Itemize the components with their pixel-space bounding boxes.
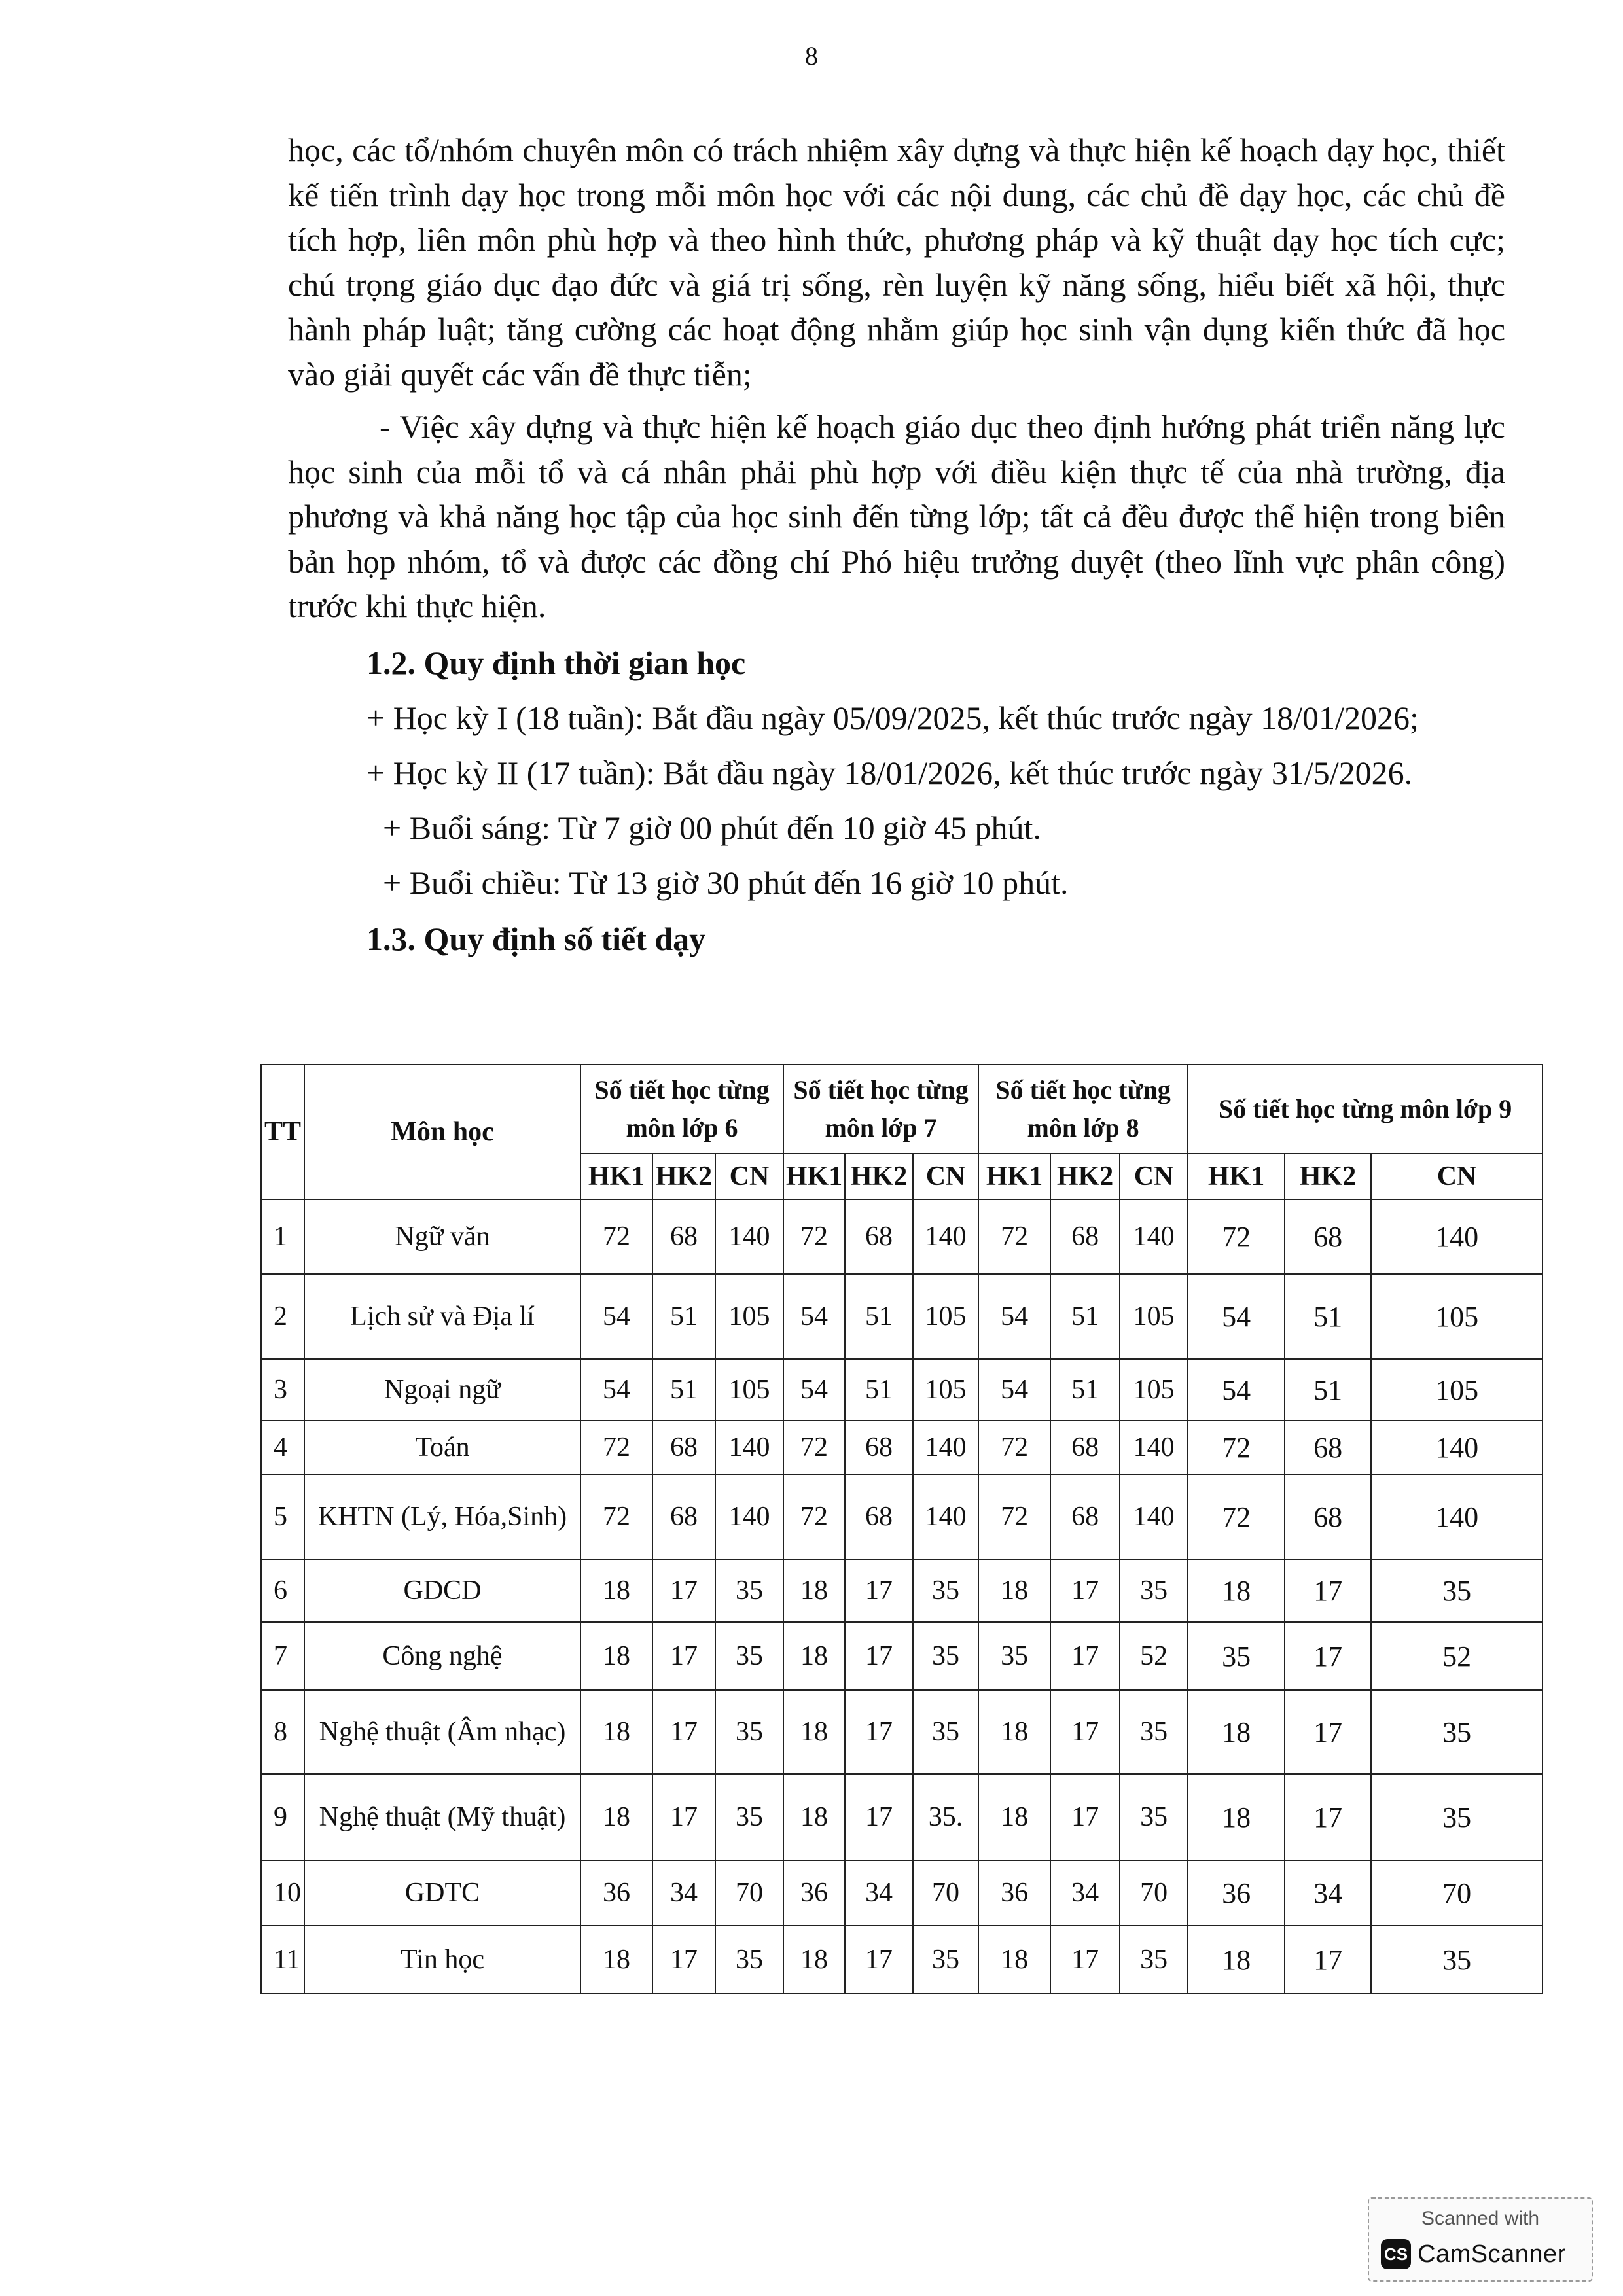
cell-hk1: 36 [1188,1860,1285,1926]
cell-cn: 35 [1371,1690,1543,1774]
cell-hk1: 18 [1188,1774,1285,1860]
row-number: 8 [261,1690,304,1774]
header-hk2: HK2 [845,1154,913,1199]
cell-cn: 140 [1371,1421,1543,1474]
cell-hk2: 17 [1285,1559,1371,1622]
cell-hk1: 18 [580,1559,652,1622]
cell-hk1: 36 [580,1860,652,1926]
cell-hk1: 54 [783,1359,845,1421]
cell-hk1: 54 [1188,1359,1285,1421]
study-time-item: + Học kỳ II (17 tuần): Bắt đầu ngày 18/01/2026, kết thúc trước ngày 31/5/2026. [366,754,1413,791]
cell-cn: 105 [1120,1274,1188,1359]
cell-hk2: 68 [652,1421,715,1474]
cell-hk2: 68 [1285,1474,1371,1559]
cell-hk2: 51 [1285,1274,1371,1359]
cell-cn: 35. [913,1774,978,1860]
cell-hk1: 72 [783,1421,845,1474]
cell-hk2: 34 [652,1860,715,1926]
header-grade-7: Số tiết học từng môn lớp 7 [783,1065,978,1154]
study-time-item: + Buổi chiều: Từ 13 giờ 30 phút đến 16 giờ 10 phút. [383,864,1069,901]
document-body [288,128,1505,961]
cell-hk2: 51 [1285,1359,1371,1421]
cell-hk2: 17 [1050,1622,1120,1690]
cell-cn: 140 [1120,1421,1188,1474]
cell-cn: 70 [715,1860,783,1926]
header-tt: TT [261,1065,304,1199]
cell-hk2: 17 [845,1622,913,1690]
cell-hk1: 72 [783,1199,845,1274]
cell-cn: 35 [913,1926,978,1994]
cell-hk1: 72 [1188,1474,1285,1559]
cell-cn: 35 [715,1926,783,1994]
cell-hk2: 17 [1050,1926,1120,1994]
table-row [261,1559,1543,1622]
cell-hk1: 35 [1188,1622,1285,1690]
cell-hk2: 68 [845,1199,913,1274]
cell-cn: 105 [913,1274,978,1359]
cell-hk1: 36 [783,1860,845,1926]
cell-hk2: 34 [1050,1860,1120,1926]
cell-cn: 35 [715,1690,783,1774]
cell-cn: 140 [913,1199,978,1274]
row-number: 11 [261,1926,304,1994]
cell-hk2: 17 [845,1926,913,1994]
cell-cn: 140 [715,1474,783,1559]
table-row [261,1359,1543,1421]
cell-hk1: 18 [783,1926,845,1994]
cell-hk1: 54 [580,1359,652,1421]
cell-hk2: 17 [1050,1774,1120,1860]
paragraph-education-plan: - Việc xây dựng và thực hiện kế hoạch giáo dục theo định hướng phát triển năng lực học sinh của mỗi tổ và cá nhân phải phù hợp với điều kiện thực tế của nhà trường, địa phương và khả năng học tập của học sinh đến từng lớp; tất cả đều được thể hiện trong biên bản họp nhóm, tổ và được các đồng chí Phó hiệu trưởng duyệt (theo lĩnh vực phân công) trước khi thực hiện. [288,408,1505,624]
cell-hk1: 72 [978,1421,1050,1474]
header-cn: CN [715,1154,783,1199]
cell-hk1: 18 [1188,1559,1285,1622]
scanned-with-label: Scanned with [1421,2208,1540,2229]
cell-hk2: 68 [1285,1199,1371,1274]
cell-hk1: 18 [1188,1926,1285,1994]
cell-hk1: 54 [978,1359,1050,1421]
header-cn: CN [913,1154,978,1199]
cell-cn: 140 [1371,1474,1543,1559]
cell-cn: 140 [1120,1474,1188,1559]
table-row [261,1199,1543,1274]
header-hk1: HK1 [1188,1154,1285,1199]
row-number: 10 [261,1860,304,1926]
cell-cn: 105 [1371,1274,1543,1359]
subject-name: KHTN (Lý, Hóa,Sinh) [304,1474,580,1559]
cell-hk1: 18 [580,1690,652,1774]
cell-hk2: 68 [652,1474,715,1559]
cell-hk2: 68 [845,1421,913,1474]
cell-hk2: 51 [1050,1359,1120,1421]
cell-hk2: 68 [1050,1421,1120,1474]
header-hk2: HK2 [652,1154,715,1199]
cell-cn: 52 [1371,1622,1543,1690]
cell-cn: 35 [715,1774,783,1860]
cell-hk2: 51 [652,1359,715,1421]
row-number: 6 [261,1559,304,1622]
row-number: 3 [261,1359,304,1421]
subject-name: GDCD [304,1559,580,1622]
cell-hk1: 18 [978,1690,1050,1774]
cell-hk2: 17 [1050,1690,1120,1774]
cell-cn: 35 [715,1622,783,1690]
cell-hk1: 18 [580,1622,652,1690]
subject-name: Toán [304,1421,580,1474]
cell-cn: 52 [1120,1622,1188,1690]
cell-cn: 35 [1371,1559,1543,1622]
subject-name: Ngoại ngữ [304,1359,580,1421]
header-cn: CN [1120,1154,1188,1199]
study-time-item: + Buổi sáng: Từ 7 giờ 00 phút đến 10 giờ 45 phút. [383,809,1041,846]
cell-hk1: 18 [783,1559,845,1622]
cell-hk1: 54 [978,1274,1050,1359]
cell-hk1: 72 [580,1474,652,1559]
header-hk1: HK1 [580,1154,652,1199]
cell-hk1: 18 [978,1559,1050,1622]
cell-cn: 35 [715,1559,783,1622]
section-heading-lesson-count: 1.3. Quy định số tiết dạy [366,920,706,957]
cell-cn: 140 [913,1474,978,1559]
cell-cn: 140 [715,1421,783,1474]
cell-hk1: 18 [783,1690,845,1774]
cell-cn: 35 [913,1622,978,1690]
cell-cn: 35 [1120,1690,1188,1774]
row-number: 2 [261,1274,304,1359]
cell-cn: 105 [913,1359,978,1421]
subject-name: GDTC [304,1860,580,1926]
cell-hk2: 68 [1285,1421,1371,1474]
cell-hk2: 51 [1050,1274,1120,1359]
row-number: 4 [261,1421,304,1474]
row-number: 1 [261,1199,304,1274]
table-row [261,1474,1543,1559]
cell-hk1: 72 [978,1474,1050,1559]
table-body [261,1199,1543,1994]
cell-cn: 140 [913,1421,978,1474]
cell-hk1: 18 [978,1774,1050,1860]
subject-name: Tin học [304,1926,580,1994]
cell-hk1: 18 [783,1622,845,1690]
cell-cn: 35 [1371,1926,1543,1994]
table-row [261,1274,1543,1359]
cell-hk2: 17 [652,1622,715,1690]
cell-hk1: 18 [580,1926,652,1994]
cell-hk2: 17 [652,1774,715,1860]
row-number: 7 [261,1622,304,1690]
header-grade-6: Số tiết học từng môn lớp 6 [580,1065,783,1154]
cell-hk2: 68 [1050,1474,1120,1559]
cell-cn: 70 [1120,1860,1188,1926]
table-row [261,1622,1543,1690]
page-number: 8 [805,41,818,71]
header-grade-8: Số tiết học từng môn lớp 8 [978,1065,1188,1154]
lesson-count-table [260,1064,1543,1994]
cell-cn: 105 [715,1274,783,1359]
cell-hk2: 17 [1285,1774,1371,1860]
paragraph-teaching-plan: học, các tổ/nhóm chuyên môn có trách nhiệm xây dựng và thực hiện kế hoạch dạy học, thiết kế tiến trình dạy học trong mỗi môn học với các nội dung, các chủ đề dạy học, các chủ đề tích hợp, liên môn phù hợp và theo hình thức, phương pháp và kỹ thuật dạy học tích cực; chú trọng giáo dục đạo đức và giá trị sống, rèn luyện kỹ năng sống, hiểu biết xã hội, thực hành pháp luật; tăng cường các hoạt động nhằm giúp học sinh vận dụng kiến thức đã học vào giải quyết các vấn đề thực tiễn; [288,132,1505,393]
cell-hk1: 36 [978,1860,1050,1926]
cell-hk1: 72 [580,1199,652,1274]
subject-name: Lịch sử và Địa lí [304,1274,580,1359]
cell-cn: 140 [715,1199,783,1274]
cell-hk2: 68 [845,1474,913,1559]
cell-hk2: 17 [652,1690,715,1774]
cell-hk2: 68 [652,1199,715,1274]
cell-hk1: 72 [1188,1199,1285,1274]
cell-hk1: 18 [783,1774,845,1860]
table-row [261,1690,1543,1774]
study-time-item: + Học kỳ I (18 tuần): Bắt đầu ngày 05/09/2025, kết thúc trước ngày 18/01/2026; [366,699,1419,736]
cell-hk1: 54 [580,1274,652,1359]
subject-name: Ngữ văn [304,1199,580,1274]
header-cn: CN [1371,1154,1543,1199]
subject-name: Nghệ thuật (Âm nhạc) [304,1690,580,1774]
cell-hk1: 18 [978,1926,1050,1994]
cell-hk2: 34 [845,1860,913,1926]
cell-hk2: 51 [652,1274,715,1359]
section-heading-study-time: 1.2. Quy định thời gian học [366,644,746,681]
cell-hk2: 17 [845,1559,913,1622]
table-row [261,1926,1543,1994]
camscanner-logo-icon: CS [1381,2239,1411,2269]
cell-cn: 70 [1371,1860,1543,1926]
cell-cn: 35 [913,1690,978,1774]
cell-hk2: 17 [845,1774,913,1860]
cell-hk1: 54 [783,1274,845,1359]
cell-cn: 140 [1371,1199,1543,1274]
header-subject: Môn học [304,1065,580,1199]
cell-hk2: 17 [845,1690,913,1774]
cell-hk2: 17 [1285,1622,1371,1690]
camscanner-badge [1368,2197,1593,2282]
cell-cn: 35 [1120,1559,1188,1622]
cell-cn: 35 [913,1559,978,1622]
cell-hk1: 72 [783,1474,845,1559]
cell-hk1: 35 [978,1622,1050,1690]
header-hk2: HK2 [1050,1154,1120,1199]
cell-cn: 105 [1371,1359,1543,1421]
cell-cn: 35 [1120,1774,1188,1860]
header-hk1: HK1 [978,1154,1050,1199]
cell-hk1: 72 [580,1421,652,1474]
cell-hk1: 54 [1188,1274,1285,1359]
header-hk1: HK1 [783,1154,845,1199]
subject-name: Công nghệ [304,1622,580,1690]
camscanner-brand [1381,2238,1566,2270]
cell-hk2: 51 [845,1274,913,1359]
cell-hk1: 18 [580,1774,652,1860]
cell-cn: 105 [1120,1359,1188,1421]
cell-cn: 35 [1371,1774,1543,1860]
subject-name: Nghệ thuật (Mỹ thuật) [304,1774,580,1860]
cell-hk1: 72 [1188,1421,1285,1474]
camscanner-brand-name: CamScanner [1418,2240,1566,2268]
cell-hk2: 17 [652,1926,715,1994]
table-row [261,1774,1543,1860]
cell-hk2: 17 [1285,1926,1371,1994]
cell-hk1: 72 [978,1199,1050,1274]
cell-hk2: 17 [652,1559,715,1622]
cell-cn: 105 [715,1359,783,1421]
cell-hk1: 18 [1188,1690,1285,1774]
header-hk2: HK2 [1285,1154,1371,1199]
cell-hk2: 68 [1050,1199,1120,1274]
cell-hk2: 17 [1285,1690,1371,1774]
cell-hk2: 34 [1285,1860,1371,1926]
cell-cn: 35 [1120,1926,1188,1994]
cell-hk2: 51 [845,1359,913,1421]
table-row [261,1860,1543,1926]
row-number: 9 [261,1774,304,1860]
table-row [261,1421,1543,1474]
header-grade-9: Số tiết học từng môn lớp 9 [1188,1065,1543,1154]
cell-cn: 70 [913,1860,978,1926]
cell-hk2: 17 [1050,1559,1120,1622]
row-number: 5 [261,1474,304,1559]
cell-cn: 140 [1120,1199,1188,1274]
